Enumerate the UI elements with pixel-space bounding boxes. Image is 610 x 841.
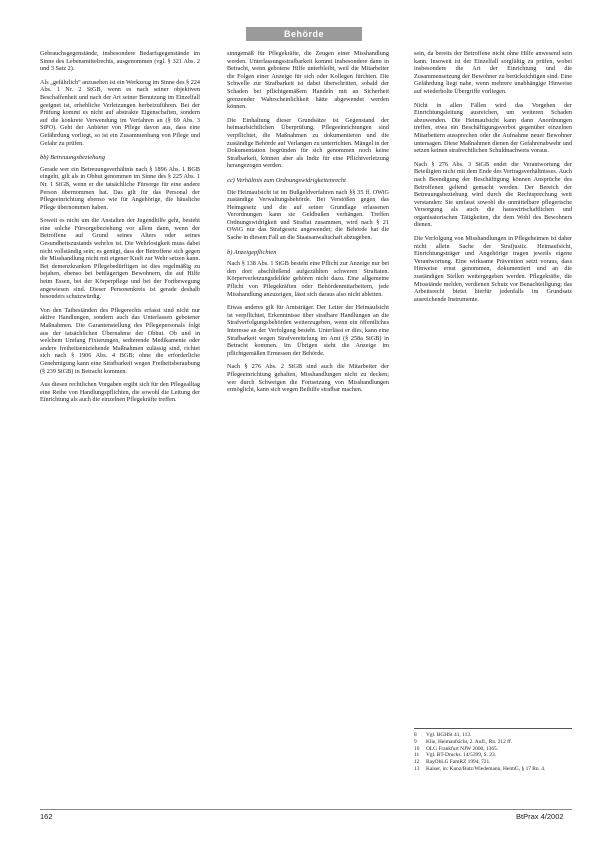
paragraph: Nicht in allen Fällen wird das Vorgehen der Einrichtungsleitung ausreichen, um weiteren Schaden abzuwenden. Die Heimaufsicht kann dann Anordnungen treffen, etwa ein Beschäftigungsverbot gegenüber einzelnen Mitarbeitern aussprechen oder die Aufnahme neuer Bewohner untersagen. Diese Maßnahmen dienen der Gefahrenabwehr und setzen keinen strafrechtlichen Schuldnachweis voraus. xyxy=(414,101,572,155)
footnote-number: 12 xyxy=(414,759,420,766)
footer-divider xyxy=(40,809,572,810)
paragraph: Nach § 138 Abs. 1 StGB besteht eine Pflicht zur Anzeige nur bei den dort abschließend aufgezählten schweren Straftaten. Körperverletzungsdelikte gehören nicht dazu. Eine allgemeine Pflicht von Pflegekräften oder Behördenmitarbeitern, jede Misshandlung anzuzeigen, lässt sich daraus also nicht ableiten. xyxy=(227,260,389,298)
text-column-2 xyxy=(227,50,389,400)
footnote-text: Kaiser, in: Kunz/Butz/Wiedemann, HeimG, § 17 Rn. 4. xyxy=(426,765,546,772)
section-heading: b) Anzeigepflichten xyxy=(227,248,277,256)
paragraph: Als „gefährlich“ anzusehen ist ein Werkzeug im Sinne des § 224 Abs. 1 Nr. 2 StGB, wenn es nach seiner objektiven Beschaffenheit und nach der Art seiner Benutzung im Einzelfall geeignet ist, erhebliche Verletzungen herbeizuführen. Bei der Prüfung kommt es nicht auf abstrakte Eigenschaften, sondern auf die konkrete Verwendung im Verfahren an (§ 69 Abs. 3 StPO). Geht der Anbieter von Pflege davon aus, dass eine Gefährdung vorliegt, so ist ein Zusammenhang von Pflege und Gefahr zu prüfen. xyxy=(40,78,200,147)
footnote-text: OLG Frankfurt NJW 2000, 1365. xyxy=(426,745,499,752)
paragraph: Die Heimaufsicht ist im Bußgeldverfahren nach §§ 35 ff. OWiG zuständige Verwaltungsbehörde. Bei Verstößen gegen das Heimgesetz und die auf seiner Grundlage erlassenen Verordnungen kann sie Geldbußen verhängen. Treffen Ordnungswidrigkeit und Straftat zusammen, wird nach § 21 OWiG nur das Strafgesetz angewendet; die Behörde hat die Sache in diesem Fall an die Staatsanwaltschaft abzugeben. xyxy=(227,188,389,242)
paragraph: Von den Tatbeständen des Pflegerechts erfasst sind nicht nur aktive Handlungen, sondern auch das Unterlassen gebotener Maßnahmen. Die Garantenstellung des Pflegepersonals folgt aus der tatsächlichen Übernahme der Obhut. Ob und in welchem Umfang Fixierungen, sedierende Medikamente oder andere freiheitsentziehende Maßnahmen zulässig sind, richtet sich nach § 1906 Abs. 4 BGB; ohne die erforderliche Genehmigung kann eine Strafbarkeit wegen Freiheitsberaubung (§ 239 StGB) in Betracht kommen. xyxy=(40,306,200,375)
footnote xyxy=(414,739,572,746)
footnote-number: 13 xyxy=(414,765,420,772)
page-number: 162 xyxy=(40,812,53,821)
paragraph: Gebrauchsgegenstände, insbesondere Bedarfsgegenstände im Sinne des Lebensmittelrechts, ausgenommen (vgl. § 321 Abs. 2 und 3 Satz 2). xyxy=(40,50,200,73)
paragraph: Die Verfolgung von Misshandlungen in Pflegeheimen ist daher nicht allein Sache der Strafjustiz. Heimaufsicht, Einrichtungsträger und Angehörige tragen jeweils eigene Verantwortung. Eine wirksame Prävention setzt voraus, dass Hinweise ernst genommen, dokumentiert und an die zuständigen Stellen weitergegeben werden. Pflegekräfte, die Missstände melden, verdienen Schutz vor Benachteiligung; das Arbeitsrecht bietet hierfür jedenfalls im Grundsatz ausreichende Instrumente. xyxy=(414,235,572,303)
text-column-1 xyxy=(40,50,200,410)
footnote-number: 9 xyxy=(414,738,417,745)
paragraph: Nach § 276 Abs. 3 StGB endet die Verantwortung der Beteiligten nicht mit dem Ende des Vertragsverhältnisses. Auch nach Beendigung der Beschäftigung können Ansprüche des Betroffenen geltend gemacht werden. Der Bereich der Betreuungsbeziehung wird durch die Rechtsprechung weit verstanden: Sie umfasst sowohl die unmittelbare pflegerische Versorgung als auch die hauswirtschaftlichen und organisatorischen Tätigkeiten, die dem Wohl des Bewohners dienen. xyxy=(414,160,572,229)
section-heading: cc) Verhältnis zum Ordnungswidrigkeitenrecht xyxy=(227,176,346,184)
footnote-text: Klie, Heimaufsicht, 2. Aufl., Rn. 212 ff. xyxy=(426,738,512,745)
paragraph: Etwas anderes gilt für Amtsträger. Der Leiter der Heimaufsicht ist verpflichtet, Erkenntnisse über strafbare Handlungen an die Strafverfolgungsbehörden weiterzugeben, wenn ein öffentliches Interesse an der Verfolgung besteht. Unterlässt er dies, kann eine Strafbarkeit wegen Strafvereitelung im Amt (§ 258a StGB) in Betracht kommen. Im Übrigen steht die Anzeige im pflichtgemäßen Ermessen der Behörde. xyxy=(227,304,389,357)
footnote-text: Vgl. BGHSt 41, 113. xyxy=(426,732,472,738)
paragraph: Gerade wer ein Betreuungsverhältnis nach § 1896 Abs. 1 BGB eingeht, gilt als in Obhut genommen im Sinne des § 225 Abs. 1 Nr. 1 StGB, wenn er die tatsächliche Fürsorge für eine andere Person übernommen hat. Das gilt für das Personal der Pflegeeinrichtung ebenso wie für Angehörige, die häusliche Pflege übernommen haben. xyxy=(40,165,200,211)
section-tag: Behörde xyxy=(246,27,362,41)
paragraph: Die Einhaltung dieser Grundsätze ist Gegenstand der heimaufsichtlichen Überprüfung. Pflegeeinrichtungen sind verpflichtet, die Maßnahmen zu dokumentieren und die zuständige Behörde auf Verlangen zu unterrichten. Mängel in der Dokumentation begründen für sich genommen noch keine Strafbarkeit, können aber als Indiz für eine Pflichtverletzung herangezogen werden. xyxy=(227,116,389,170)
footnote xyxy=(414,732,572,739)
paragraph: Soweit es nicht um die Anstalten der Jugendhilfe geht, besteht eine solche Fürsorgebeziehung vor allem dann, wenn der Betroffene auf Grund seines Alters oder seines Gesundheitszustands wehrlos ist. Die Wehrlosigkeit muss dabei nicht vollständig sein; es genügt, dass der Betroffene sich gegen die Misshandlung nicht mit eigener Kraft zur Wehr setzen kann. Bei demenzkranken Pflegebedürftigen ist dies regelmäßig zu bejahen, ebenso bei bettlägerigen Bewohnern, die auf Hilfe beim Essen, bei der Körperpflege und bei der Fortbewegung angewiesen sind. Dieser Personenkreis ist gerade deshalb besonders schutzwürdig. xyxy=(40,217,200,301)
paragraph: Nach § 276 Abs. 2 StGB sind auch die Mitarbeiter der Pflegeeinrichtung gehalten, Misshandlungen nicht zu decken; wer durch Schweigen die Fortsetzung von Misshandlungen ermöglicht, kann sich wegen Beihilfe strafbar machen. xyxy=(227,363,389,394)
footnote xyxy=(414,766,572,773)
paragraph: Aus diesen rechtlichen Vorgaben ergibt sich für den Pflegealltag eine Reihe von Handlungspflichten, die sowohl die Leitung der Einrichtung als auch die einzelnen Pflegekräfte treffen. xyxy=(40,381,200,404)
journal-issue: BtPrax 4/2002 xyxy=(516,812,564,821)
section-heading: bb) Betreuungsbeziehung xyxy=(40,154,105,162)
footnote-number: 10 xyxy=(414,745,420,752)
footnotes xyxy=(414,728,572,773)
footnote-number: 8 xyxy=(414,732,417,738)
paragraph: sinngemäß für Pflegekräfte, die Zeugen einer Misshandlung werden. Unterlassungsstrafbarkeit kommt insbesondere dann in Betracht, wenn gebotene Hilfe unterbleibt, weil die Mitarbeiter die Folgen einer Anzeige für sich oder Kollegen fürchten. Die Schwelle zur Strafbarkeit ist dabei überschritten, sobald der Schaden bei pflichtgemäßem Handeln mit an Sicherheit grenzender Wahrscheinlichkeit hätte abgewendet werden können. xyxy=(227,50,389,111)
footnote xyxy=(414,752,572,759)
footnote-number: 11 xyxy=(414,752,420,759)
footnote-text: BayObLG FamRZ 1994, 721. xyxy=(426,759,491,766)
footnote xyxy=(414,759,572,766)
paragraph: sein, da bereits der Betroffene nicht ohne Hilfe anwesend sein kann. Insoweit ist der Einzelfall sorgfältig zu prüfen, wobei insbesondere die Art der Einrichtung und die Zusammensetzung der Bewohner zu berücksichtigen sind. Eine Gefährdung liegt nahe, wenn mehrere unabhängige Hinweise auf wiederholte Übergriffe vorliegen. xyxy=(414,50,572,95)
footnote xyxy=(414,746,572,753)
text-column-3 xyxy=(414,50,572,309)
footnote-text: Vgl. BT-Drucks. 14/5399, S. 23. xyxy=(426,752,497,759)
